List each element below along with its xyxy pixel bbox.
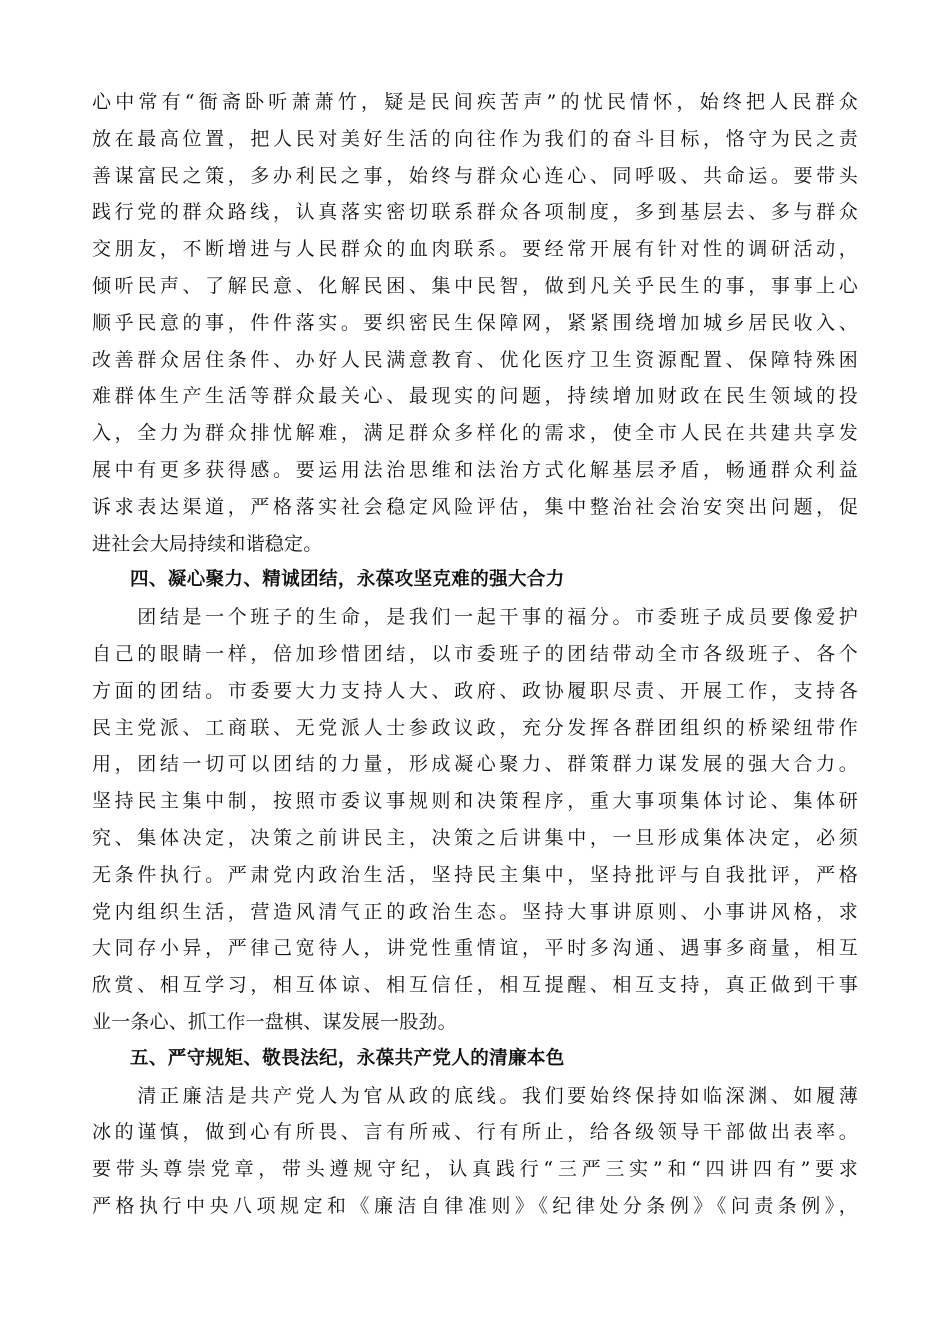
text-line: 坚持民主集中制，按照市委议事规则和决策程序，重大事项集体讨论、集体研 xyxy=(92,790,858,813)
text-line: 团结是一个班子的生命，是我们一起干事的福分。市委班子成员要像爱护 xyxy=(92,606,858,629)
text-line: 究、集体决定，决策之前讲民主，决策之后讲集中，一旦形成集体决定，必须 xyxy=(92,826,858,849)
text-line: 入，全力为群众排忧解难，满足群众多样化的需求，使全市人民在共建共享发 xyxy=(92,422,858,445)
text-line: 倾听民声、了解民意、化解民困、集中民智，做到凡关乎民生的事，事事上心 xyxy=(92,274,858,297)
text-line: 交朋友，不断增进与人民群众的血肉联系。要经常开展有针对性的调研活动， xyxy=(92,238,858,261)
text-line: 践行党的群众路线，认真落实密切联系群众各项制度，多到基层去、多与群众 xyxy=(92,201,858,224)
text-line: 民主党派、工商联、无党派人士参政议政，充分发挥各群团组织的桥梁纽带作 xyxy=(92,716,858,739)
text-line: 用，团结一切可以团结的力量，形成凝心聚力、群策群力谋发展的强大合力。 xyxy=(92,753,858,776)
paragraph-people-first xyxy=(92,84,858,562)
text-line: 业一条心、抓工作一盘棋、谋发展一股劲。 xyxy=(92,1010,457,1033)
text-line: 自己的眼睛一样，倍加珍惜团结，以市委班子的团结带动全市各级班子、各个 xyxy=(92,642,858,665)
text-line: 改善群众居住条件、办好人民满意教育、优化医疗卫生资源配置、保障特殊困 xyxy=(92,348,858,371)
text-line: 心中常有“衙斋卧听萧萧竹，疑是民间疾苦声”的忧民情怀，始终把人民群众 xyxy=(92,91,858,113)
text-line: 展中有更多获得感。要运用法治思维和法治方式化解基层矛盾，畅通群众利益 xyxy=(92,458,858,481)
text-line: 进社会大局持续和谐稳定。 xyxy=(92,532,323,555)
text-line: 清正廉洁是共产党人为官从政的底线。我们要始终保持如临深渊、如履薄 xyxy=(92,1084,858,1107)
text-line: 大同存小异，严律己宽待人，讲党性重情谊，平时多沟通、遇事多商量，相互 xyxy=(92,937,858,960)
text-line: 顺乎民意的事，件件落实。要织密民生保障网，紧紧围绕增加城乡居民收入、 xyxy=(92,311,858,334)
paragraph-integrity xyxy=(92,1078,858,1225)
text-line: 欣赏、相互学习，相互体谅、相互信任，相互提醒、相互支持，真正做到干事 xyxy=(92,974,858,997)
paragraph-unity xyxy=(92,599,858,1041)
text-line: 难群体生产生活等群众最关心、最现实的问题，持续增加财政在民生领域的投 xyxy=(92,385,858,408)
text-line: 方面的团结。市委要大力支持人大、政府、政协履职尽责、开展工作，支持各 xyxy=(92,679,858,702)
text-line: 放在最高位置，把人民对美好生活的向往作为我们的奋斗目标，恪守为民之责 xyxy=(92,127,858,150)
text-line: 善谋富民之策，多办利民之事，始终与群众心连心、同呼吸、共命运。要带头 xyxy=(92,164,858,187)
text-line: 要带头尊崇党章，带头遵规守纪，认真践行“三严三实”和“四讲四有”要求 xyxy=(92,1158,858,1181)
text-line: 无条件执行。严肃党内政治生活，坚持民主集中，坚持批评与自我批评，严格 xyxy=(92,863,858,886)
text-line: 严格执行中央八项规定和《廉洁自律准则》《纪律处分条例》《问责条例》， xyxy=(92,1194,858,1217)
section-heading-4: 四、凝心聚力、精诚团结，永葆攻坚克难的强大合力 xyxy=(130,569,565,591)
section-heading-5: 五、严守规矩、敬畏法纪，永葆共产党人的清廉本色 xyxy=(130,1047,565,1069)
text-line: 冰的谨慎，做到心有所畏、言有所戒、行有所止，给各级领导干部做出表率。 xyxy=(92,1121,858,1144)
text-line: 党内组织生活，营造风清气正的政治生态。坚持大事讲原则、小事讲风格，求 xyxy=(92,900,858,923)
document-page xyxy=(92,84,858,1225)
text-line: 诉求表达渠道，严格落实社会稳定风险评估，集中整治社会治安突出问题，促 xyxy=(92,495,858,518)
